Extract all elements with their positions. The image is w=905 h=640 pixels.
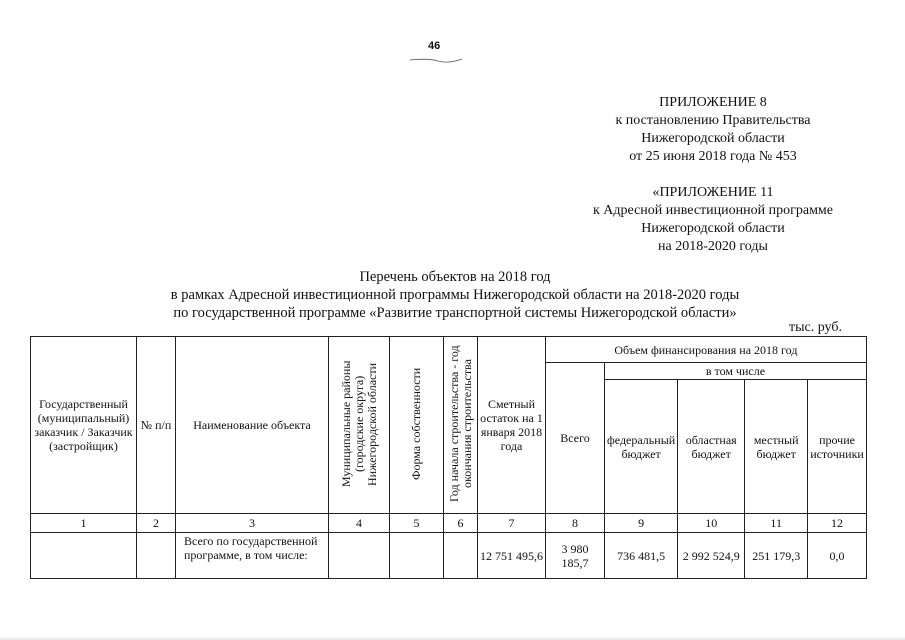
appendix-8-line: Нижегородской области [641,131,785,146]
cell-other: 0,0 [808,533,867,579]
page-underline-mark [408,54,464,64]
column-number: 5 [390,514,444,533]
objects-table [30,336,867,579]
column-number: 10 [678,514,745,533]
cell-total: 3 980 185,7 [546,533,605,579]
header-regional: областная бюджет [678,380,745,514]
header-num: № п/п [137,337,176,514]
header-ownership [390,337,444,514]
header-federal: федеральный бюджет [605,380,678,514]
page-number: 46 [428,40,441,52]
header-total: Всего [546,363,605,514]
scan-edge-shadow [0,636,905,640]
title-line: по государственной программе «Развитие транспортной системы Нижегородской области» [173,305,737,321]
header-municipal-text: Муниципальные районы (городские округа) Нижегородской области [338,360,379,487]
cell-estimate: 12 751 495,6 [478,533,546,579]
title-line: в рамках Адресной инвестиционной программы Нижегородской области на 2018-2020 годы [170,287,740,303]
units-label: тыс. руб. [789,320,842,335]
header-financing-group: Объем финансирования на 2018 год [546,337,867,363]
appendix-8-line: ПРИЛОЖЕНИЕ 8 [659,95,767,110]
cell-local: 251 179,3 [745,533,808,579]
header-years [444,337,478,514]
column-number: 6 [444,514,478,533]
cell-regional: 2 992 524,9 [678,533,745,579]
column-number: 12 [808,514,867,533]
appendix-11-header [548,184,878,256]
header-ownership-text: Форма собственности [409,367,423,480]
appendix-8-header [558,94,868,166]
header-estimate: Сметный остаток на 1 января 2018 года [478,337,546,514]
column-number: 2 [137,514,176,533]
cell-object-name: Всего по государственной программе, в том числе: [176,533,329,579]
column-number: 4 [329,514,390,533]
column-number: 3 [176,514,329,533]
column-number: 8 [546,514,605,533]
header-including: в том числе [605,363,867,380]
appendix-8-line: от 25 июня 2018 года № 453 [629,149,797,164]
appendix-11-line: на 2018-2020 годы [658,239,768,254]
title-line: Перечень объектов на 2018 год [359,269,551,285]
cell-ownership [390,533,444,579]
header-local: местный бюджет [745,380,808,514]
document-title [60,268,850,322]
header-customer: Государственный (муниципальный) заказчик / Заказчик (застройщик) [31,337,137,514]
header-other: прочие источники [808,380,867,514]
table-row [31,533,867,579]
appendix-8-line: к постановлению Правительства [615,113,811,128]
column-number: 9 [605,514,678,533]
cell-municipal [329,533,390,579]
appendix-11-line: к Адресной инвестиционной программе [592,203,834,218]
cell-years [444,533,478,579]
cell-customer [31,533,137,579]
appendix-11-line: Нижегородской области [641,221,785,236]
header-object-name: Наименование объекта [176,337,329,514]
header-years-text: Год начала строительства - год окончания строительства [446,345,474,502]
column-number-row [31,514,867,533]
appendix-11-line: «ПРИЛОЖЕНИЕ 11 [652,185,774,200]
cell-federal: 736 481,5 [605,533,678,579]
column-number: 1 [31,514,137,533]
column-number: 11 [745,514,808,533]
cell-num [137,533,176,579]
header-municipal [329,337,390,514]
column-number: 7 [478,514,546,533]
